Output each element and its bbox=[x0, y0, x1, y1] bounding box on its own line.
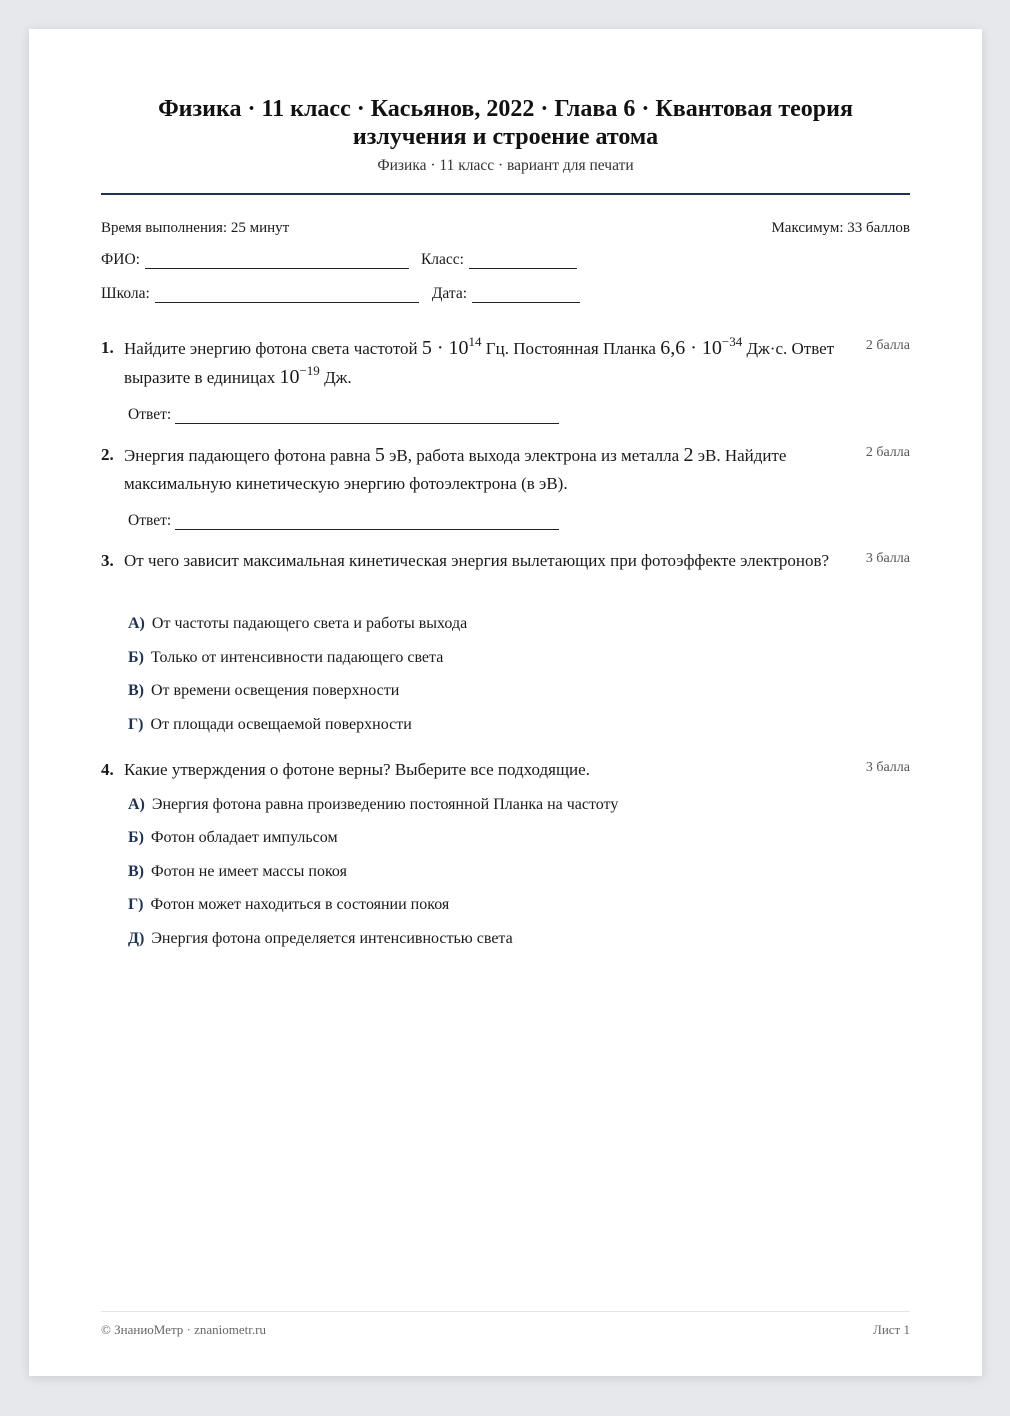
option-a[interactable] bbox=[128, 795, 618, 815]
option-letter: А) bbox=[128, 615, 145, 632]
question-text-part: эВ, работа выхода электрона из металла bbox=[389, 446, 680, 465]
class-label: Класс: bbox=[420, 251, 464, 268]
class-field[interactable] bbox=[469, 252, 577, 269]
question-number: 4. bbox=[101, 760, 114, 779]
option-a[interactable] bbox=[128, 614, 467, 634]
date-field[interactable] bbox=[472, 286, 580, 303]
option-text: Энергия фотона определяется интенсивностью света bbox=[151, 930, 513, 947]
fio-label: ФИО: bbox=[101, 251, 140, 268]
option-letter: Г) bbox=[128, 716, 144, 733]
option-text: Энергия фотона равна произведению постоянной Планка на частоту bbox=[151, 796, 619, 813]
question-points: 2 балла bbox=[865, 445, 910, 460]
formula-planck: $6,6 \cdot 10^{-34}$ bbox=[660, 334, 743, 359]
time-limit: Время выполнения: 25 минут bbox=[101, 220, 290, 236]
question-text-part: Энергия падающего фотона равна bbox=[124, 446, 371, 465]
option-text: Фотон обладает импульсом bbox=[150, 829, 338, 846]
option-d[interactable] bbox=[128, 895, 449, 915]
option-d[interactable] bbox=[128, 715, 412, 735]
option-letter: Д) bbox=[128, 930, 145, 947]
fio-field[interactable] bbox=[145, 252, 409, 269]
option-c[interactable] bbox=[128, 862, 347, 882]
question-text-part: Найдите энергию фотона света частотой bbox=[124, 339, 418, 358]
option-c[interactable] bbox=[128, 681, 399, 701]
option-text: От времени освещения поверхности bbox=[151, 682, 400, 699]
answer-field[interactable] bbox=[175, 407, 559, 424]
page-title: Физика · 11 класс · Касьянов, 2022 · Глава 6 · Квантовая теория излучения и строение атома bbox=[158, 96, 853, 150]
option-text: Только от интенсивности падающего света bbox=[150, 649, 444, 666]
footer-divider bbox=[101, 1311, 910, 1312]
footer-copyright: © ЗнаниоМетр · znaniometr.ru bbox=[101, 1322, 266, 1337]
question-number: 3. bbox=[101, 551, 114, 570]
option-letter: Б) bbox=[128, 829, 144, 846]
option-text: От площади освещаемой поверхности bbox=[150, 716, 412, 733]
answer-field[interactable] bbox=[175, 513, 559, 530]
option-text: От частоты падающего света и работы выхода bbox=[151, 615, 468, 632]
question-points: 3 балла bbox=[865, 760, 910, 775]
answer-label: Ответ: bbox=[128, 512, 172, 529]
answer-row bbox=[128, 512, 559, 530]
question-points: 3 балла bbox=[865, 551, 910, 566]
option-b[interactable] bbox=[128, 648, 443, 668]
question-text-part: Гц. Постоянная Планка bbox=[485, 339, 656, 358]
worksheet-page bbox=[29, 29, 982, 1376]
question-points: 2 балла bbox=[865, 338, 910, 353]
header-divider bbox=[101, 193, 910, 195]
formula-photon-energy: 5 bbox=[374, 444, 385, 466]
date-label: Дата: bbox=[431, 285, 468, 302]
school-field[interactable] bbox=[155, 286, 419, 303]
formula-frequency: $5 \cdot 10^{14}$ bbox=[421, 334, 482, 359]
max-score: Максимум: 33 баллов bbox=[771, 220, 910, 236]
question-number: 2. bbox=[101, 445, 114, 464]
option-letter: Б) bbox=[128, 649, 144, 666]
school-date-row bbox=[101, 285, 580, 303]
option-letter: А) bbox=[128, 796, 145, 813]
question-text: Какие утверждения о фотоне верны? Выберите все подходящие. bbox=[124, 760, 590, 779]
option-text: Фотон может находиться в состоянии покоя bbox=[150, 896, 450, 913]
formula-work-function: 2 bbox=[683, 444, 694, 466]
question-text-part: Дж·с. Ответ выразите в единицах bbox=[124, 339, 835, 387]
page-number: Лист 1 bbox=[873, 1322, 910, 1337]
option-letter: В) bbox=[128, 682, 144, 699]
question-text-part: Дж. bbox=[324, 368, 352, 387]
option-letter: В) bbox=[128, 863, 144, 880]
question-text-part: эВ. Найдите максимальную кинетическую энергию фотоэлектрона (в эВ). bbox=[124, 446, 787, 493]
formula-unit: $10^{-19}$ bbox=[279, 363, 320, 388]
question-text bbox=[124, 334, 840, 392]
option-text: Фотон не имеет массы покоя bbox=[151, 863, 347, 880]
answer-label: Ответ: bbox=[128, 406, 172, 423]
fio-class-row bbox=[101, 251, 577, 269]
answer-row bbox=[128, 406, 559, 424]
option-b[interactable] bbox=[128, 828, 338, 848]
question-number: 1. bbox=[101, 338, 114, 357]
question-text: От чего зависит максимальная кинетическая энергия вылетающих при фотоэффекте электронов? bbox=[124, 551, 830, 570]
school-label: Школа: bbox=[101, 285, 150, 302]
question-text bbox=[124, 441, 840, 498]
option-e[interactable] bbox=[128, 929, 513, 949]
option-letter: Г) bbox=[128, 896, 144, 913]
page-subtitle: Физика · 11 класс · вариант для печати bbox=[377, 157, 634, 174]
